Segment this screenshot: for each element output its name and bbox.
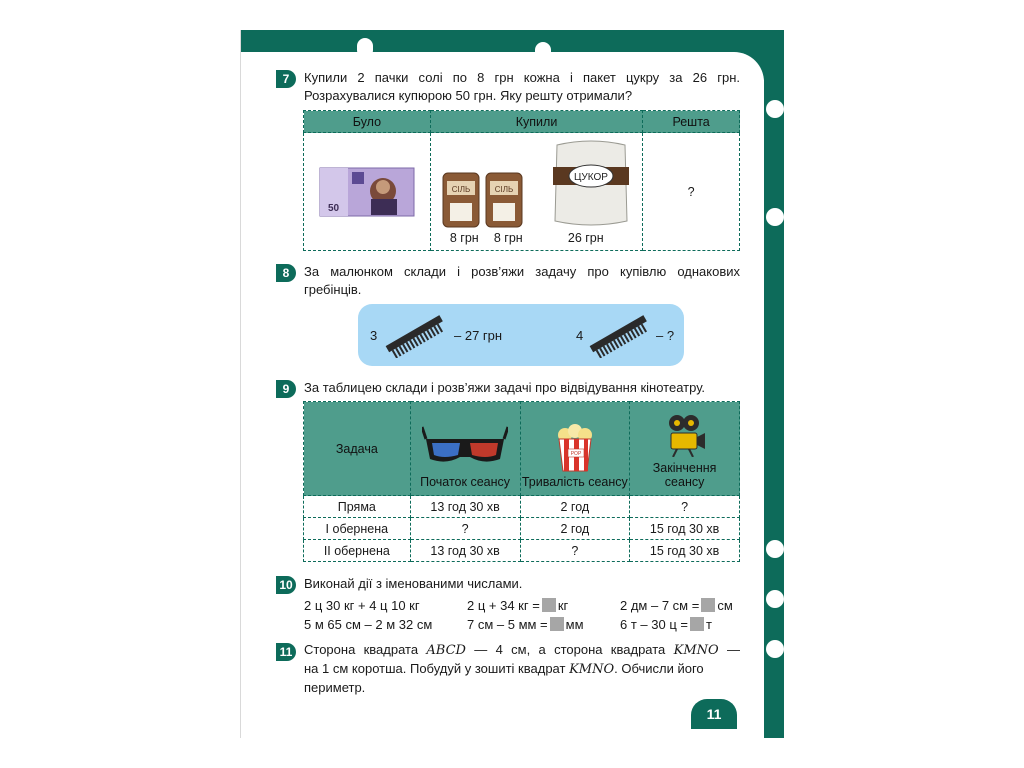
row-inverse2-end: 15 год 30 хв [630,540,740,562]
cell-bought-goods [430,133,642,251]
header-start-label: Початок сеансу [420,475,510,489]
row-inverse2-label: ІІ обернена [304,540,411,562]
task-11-text-part: — 4 см, а сторона квадрата [465,642,674,657]
banknote-50-icon [319,167,415,217]
task-7-line-2: Розрахувалися купюрою 50 грн. Яку решту отримали? [304,88,633,103]
calc-item-5-expr: 7 см – 5 мм = [467,617,548,632]
cell-change-value: ? [643,133,740,251]
sugar-bag-icon [551,137,631,229]
popcorn-label: POP [570,451,582,457]
calc-item-6-expr: 6 т – 30 ц = [620,617,688,632]
task-8-text [304,263,740,299]
header-start [410,402,520,496]
comb-left-icon [382,312,448,358]
row-direct-duration: 2 год [520,496,630,518]
task-11-text-part: Сторона квадрата [304,642,427,657]
header-end-label: Закінчення сеансу [652,461,717,489]
row-direct-end: ? [630,496,740,518]
binder-hole-top-1 [357,38,373,58]
header-bought: Купили [430,111,642,133]
salt-pack-icon [484,169,524,229]
binder-hole-right-1 [766,100,784,118]
task-11-line-3: периметр. [304,680,366,695]
task-7-text [304,69,740,105]
banknote-value: 50 [327,202,340,214]
task-8-line-1: За малюнком склади і розв’яжи задачу про купівлю однакових [304,264,740,279]
task-11-text-part: . Обчисли його [614,661,704,676]
3d-glasses-icon [422,425,508,471]
calc-item-1 [304,598,420,613]
calc-item-1-expr: 2 ц 30 кг + 4 ц 10 кг [304,598,420,613]
header-duration-label: Тривалість сеансу [521,475,628,489]
cell-banknote [304,133,431,251]
calc-item-5 [467,617,584,632]
binder-hole-top-2 [535,42,551,62]
header-duration [520,402,630,496]
calc-item-5-unit: мм [565,617,584,632]
task-11-text-part: — [718,642,740,657]
calc-item-4-expr: 5 м 65 см – 2 м 32 см [304,617,433,632]
binder-hole-right-3 [766,540,784,558]
task-11-line-1 [304,641,740,660]
salt-label-2: СІЛЬ [494,185,514,194]
film-camera-icon [665,413,705,457]
binder-hole-right-4 [766,590,784,608]
task-7-number: 7 [276,70,296,88]
task-11-text-part: на 1 см коротша. Побудуй у зошиті квадрат [304,661,570,676]
cinema-table [303,401,740,562]
shop-table [303,110,740,251]
task-10-text: Виконай дії з іменованими числами. [304,576,523,591]
frame-top-bar [240,30,784,52]
row-inverse1-label: І обернена [304,518,411,540]
calc-item-2-unit: кг [557,598,569,613]
row-inverse2-start: 13 год 30 хв [410,540,520,562]
sugar-label: ЦУКОР [573,172,608,183]
answer-box[interactable] [550,617,564,631]
popcorn-icon [555,423,595,473]
calc-item-4 [304,617,432,632]
binder-hole-right-2 [766,208,784,226]
header-change: Решта [643,111,740,133]
task-11-number: 11 [276,643,296,661]
row-inverse2-duration: ? [520,540,630,562]
sugar-bag [551,137,631,232]
square-abcd: ABCD [426,643,466,658]
answer-box[interactable] [701,598,715,612]
task-8-number: 8 [276,264,296,282]
row-inverse1-duration: 2 год [520,518,630,540]
price-salt-2: 8 грн [493,231,523,245]
task-10-number: 10 [276,576,296,594]
header-end [630,402,740,496]
task-7-line-1: Купили 2 пачки солі по 8 грн кожна і пакет цукру за 26 грн. [304,70,740,85]
task-11-text [304,641,740,697]
calc-item-2 [467,598,568,613]
row-direct-label: Пряма [304,496,411,518]
row-inverse1-end: 15 год 30 хв [630,518,740,540]
calc-item-3-unit: см [717,598,733,613]
price-salt-1: 8 грн [449,231,479,245]
calc-item-6-unit: т [705,617,712,632]
salt-label-1: СІЛЬ [451,185,471,194]
comb-right-icon [586,312,652,358]
task-9-number: 9 [276,380,296,398]
comb-left-price: – 27 грн [454,328,503,343]
square-kmno: KMNO [569,662,615,677]
salt-pack-1 [441,169,481,232]
calc-item-6 [620,617,712,632]
comb-right-price: – ? [656,328,675,343]
comb-panel [358,304,684,366]
answer-box[interactable] [690,617,704,631]
binder-hole-right-5 [766,640,784,658]
task-9-text: За таблицею склади і розв’яжи задачі про відвідування кінотеатру. [304,380,706,395]
comb-left-count: 3 [370,328,378,343]
task-8-line-2: гребінців. [304,282,362,297]
calc-item-2-expr: 2 ц + 34 кг = [467,598,540,613]
page-number: 11 [691,699,737,729]
answer-box[interactable] [542,598,556,612]
header-had: Було [304,111,431,133]
header-task: Задача [304,402,411,496]
salt-pack-icon [441,169,481,229]
salt-pack-2 [484,169,524,232]
row-inverse1-start: ? [410,518,520,540]
calc-item-3-expr: 2 дм – 7 см = [620,598,700,613]
row-direct-start: 13 год 30 хв [410,496,520,518]
frame-right-bar [764,30,784,738]
comb-right-count: 4 [576,328,584,343]
square-kmno: KMNO [673,643,719,658]
task-11-line-2 [304,660,740,679]
price-sugar: 26 грн [567,231,604,245]
calc-item-3 [620,598,733,613]
